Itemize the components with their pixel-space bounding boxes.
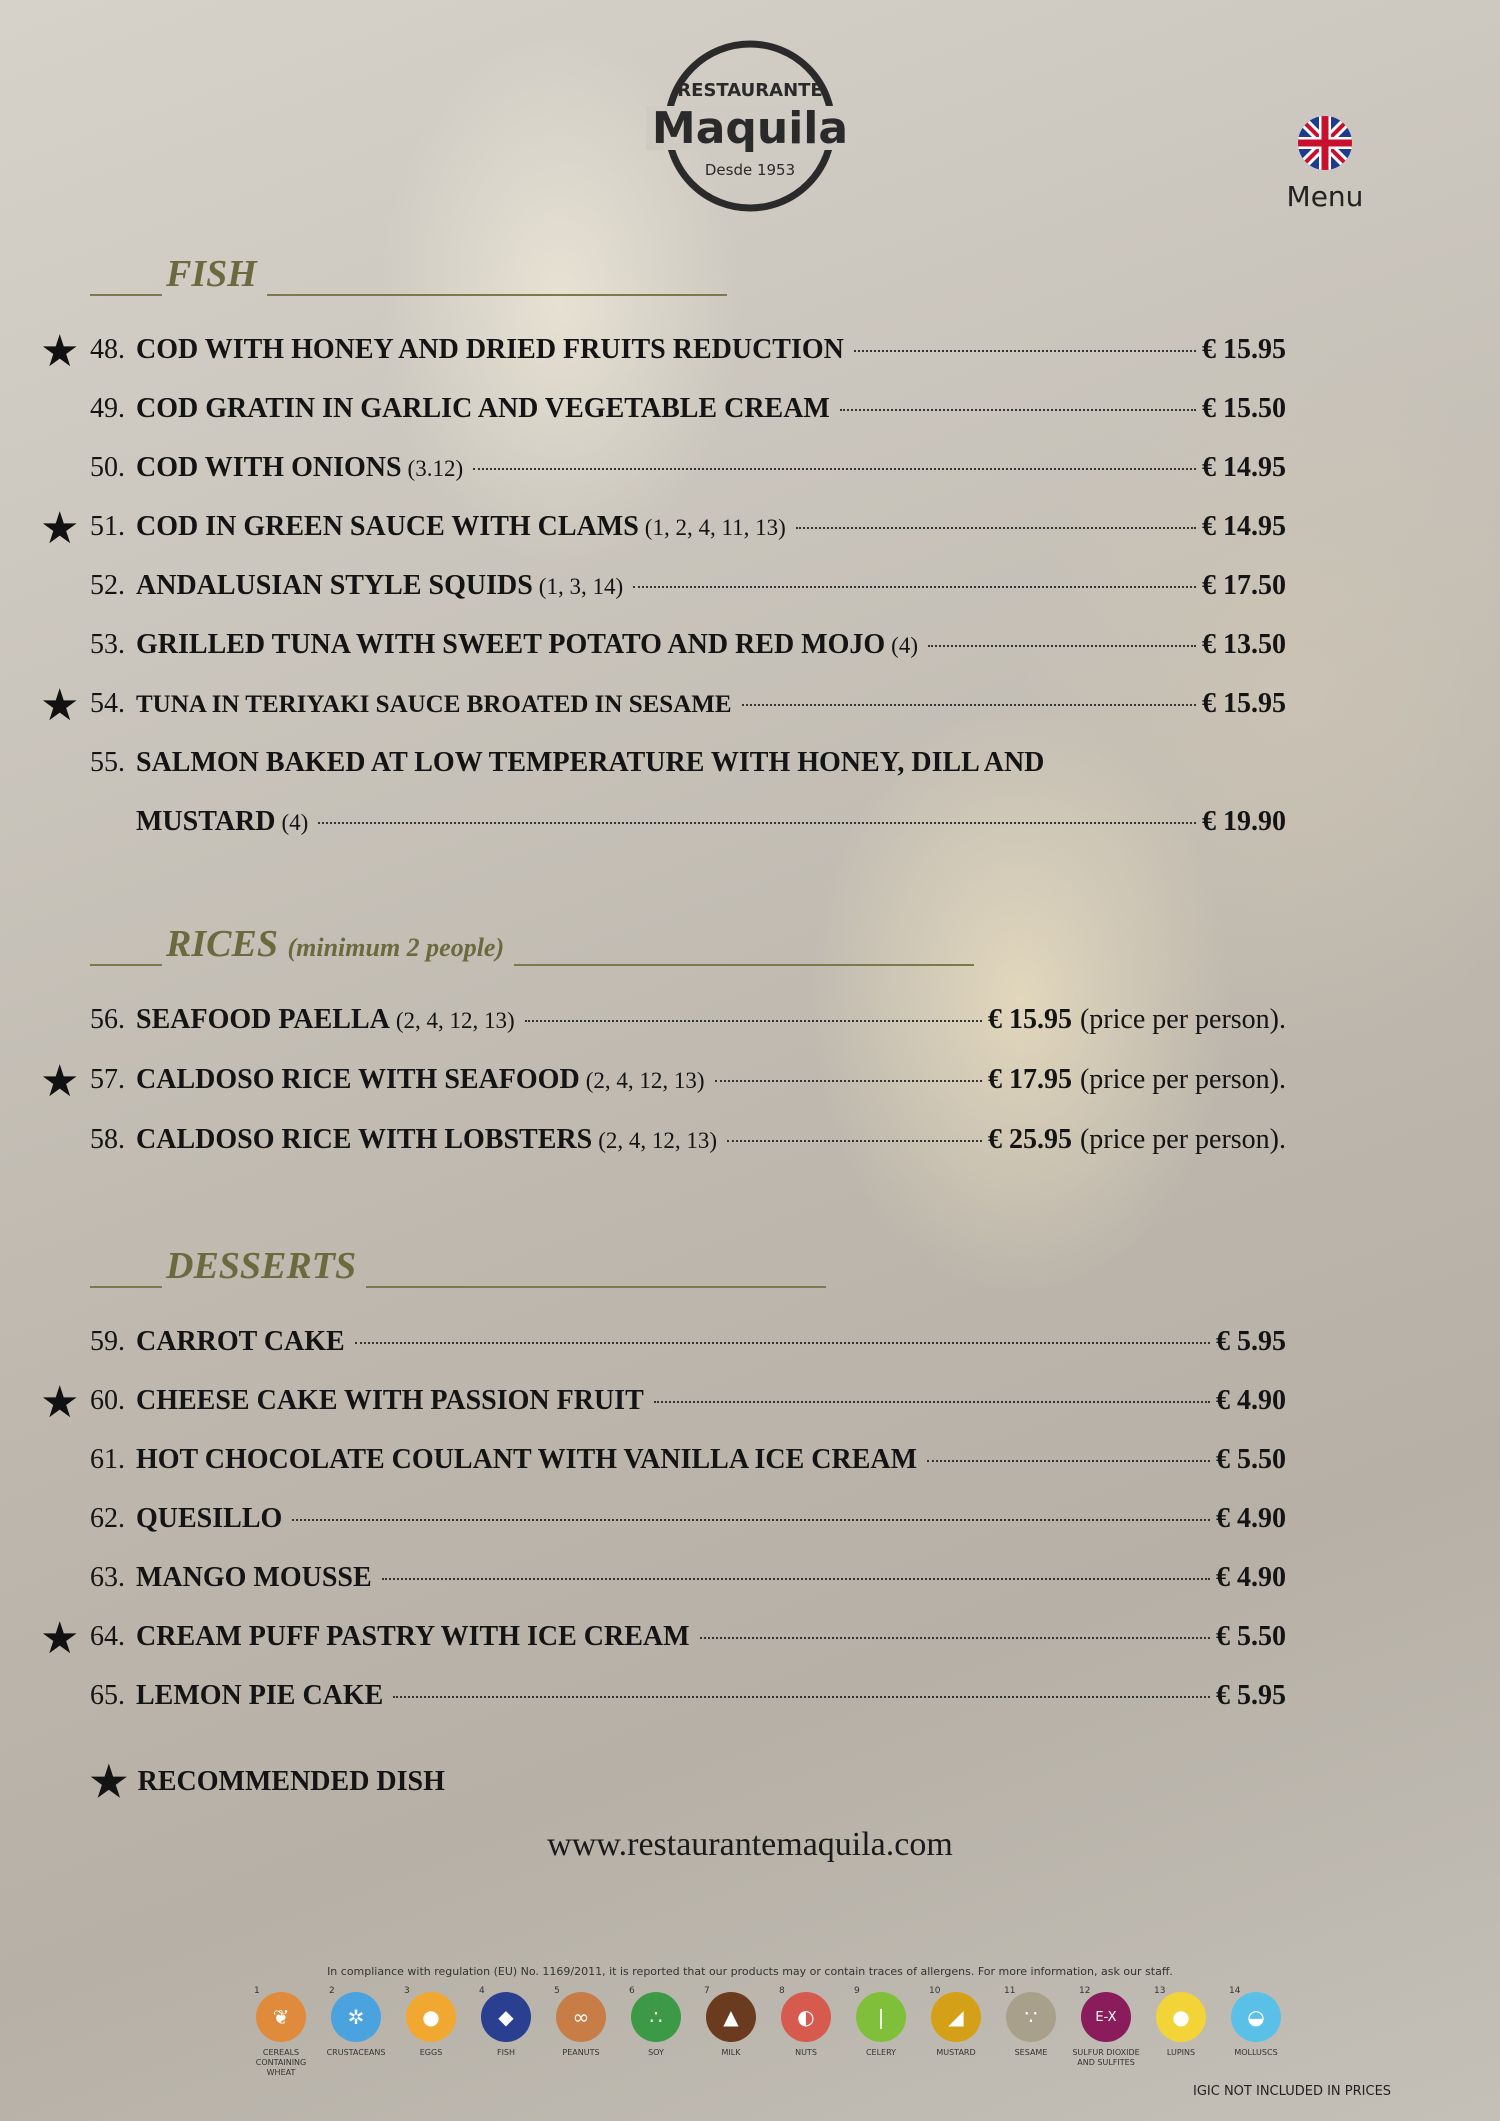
allergen-icon: ▲: [706, 1992, 756, 2042]
recommended-star-icon: ★: [40, 680, 80, 731]
item-name: MANGO MOUSSE: [136, 1562, 372, 1593]
item-price: € 15.95: [987, 1004, 1072, 1035]
item-allergens: (4): [891, 633, 918, 658]
menu-item: [90, 1680, 1286, 1720]
item-name: QUESILLO: [136, 1503, 283, 1534]
restaurant-logo: [646, 40, 854, 212]
item-number: 62.: [90, 1503, 125, 1534]
leader-dots: [927, 1460, 1210, 1462]
item-number: 59.: [90, 1326, 125, 1357]
recommended-legend: [90, 1760, 445, 1806]
allergen-label: NUTS: [795, 2048, 817, 2057]
item-name: TUNA IN TERIYAKI SAUCE BROATED IN SESAME: [136, 691, 732, 718]
item-price: € 4.90: [1216, 1385, 1286, 1416]
allergen-icon: ✲: [331, 1992, 381, 2042]
recommended-star-icon: ★: [40, 1613, 80, 1664]
item-price: € 15.95: [1202, 688, 1286, 719]
item-price: € 17.50: [1202, 570, 1286, 601]
allergen-label: MILK: [721, 2048, 741, 2057]
item-price: € 15.95: [1202, 334, 1286, 365]
allergen-icon: ●: [1156, 1992, 1206, 2042]
item-price: € 13.50: [1202, 629, 1286, 660]
allergen-label: SOY: [648, 2048, 664, 2057]
allergen-icon: ●: [406, 1992, 456, 2042]
leader-dots: [840, 409, 1196, 411]
item-name: CALDOSO RICE WITH LOBSTERS: [136, 1124, 593, 1155]
item-allergens: (1, 3, 14): [538, 574, 624, 599]
leader-dots: [292, 1519, 1210, 1521]
menu-item: [90, 688, 1286, 728]
menu-item: [90, 1621, 1286, 1661]
logo-name-text: Maquila: [651, 103, 849, 154]
allergen-number: 1: [254, 1986, 260, 1996]
allergen-number: 6: [629, 1986, 635, 1996]
recommended-star-icon: ★: [40, 326, 80, 377]
allergen-label: LUPINS: [1166, 2048, 1196, 2057]
menu-item: [90, 1064, 1286, 1104]
price-per-person: (price per person).: [1079, 1124, 1286, 1155]
menu-item: [90, 570, 1286, 610]
menu-item: [90, 511, 1286, 551]
item-number: 51.: [90, 511, 125, 542]
leader-dots: [796, 527, 1196, 529]
allergen-icon: ∴: [631, 1992, 681, 2042]
website-link[interactable]: www.restaurantemaquila.com: [547, 1826, 953, 1863]
item-price: € 4.90: [1216, 1562, 1286, 1593]
leader-dots: [382, 1578, 1210, 1580]
menu-item: [90, 1004, 1286, 1044]
allergen-icon: ∵: [1006, 1992, 1056, 2042]
leader-dots: [928, 645, 1196, 647]
allergen-label: CELERY: [865, 2048, 897, 2057]
recommended-star-icon: ★: [40, 1377, 80, 1428]
menu-item: [90, 1444, 1286, 1484]
leader-dots: [727, 1140, 982, 1142]
item-number: 65.: [90, 1680, 125, 1711]
allergen-number: 2: [329, 1986, 335, 1996]
allergen-number: 14: [1229, 1986, 1241, 1996]
allergen-label: SESAME: [1014, 2048, 1048, 2057]
item-number: 60.: [90, 1385, 125, 1416]
item-number: 54.: [90, 688, 125, 719]
leader-dots: [473, 468, 1196, 470]
star-icon: ★: [90, 1760, 128, 1806]
menu-item: [90, 1562, 1286, 1602]
legend-label: RECOMMENDED DISH: [137, 1766, 445, 1797]
item-name: HOT CHOCOLATE COULANT WITH VANILLA ICE CREAM: [136, 1444, 918, 1475]
item-number: 48.: [90, 334, 125, 365]
item-name: LEMON PIE CAKE: [136, 1680, 384, 1711]
menu-item: [90, 452, 1286, 492]
allergen-item: [477, 1986, 535, 2078]
item-allergens: (2, 4, 12, 13): [598, 1128, 718, 1153]
section-title-fish: FISH: [90, 252, 727, 302]
allergen-number: 9: [854, 1986, 860, 1996]
menu-item: [90, 747, 1286, 787]
item-price: € 25.95: [987, 1124, 1072, 1155]
item-number: 49.: [90, 393, 125, 424]
item-number: 58.: [90, 1124, 125, 1155]
item-name: CARROT CAKE: [136, 1326, 345, 1357]
item-name: CALDOSO RICE WITH SEAFOOD: [136, 1064, 580, 1095]
item-number: 50.: [90, 452, 125, 483]
menu-item: [90, 1385, 1286, 1425]
allergen-icon: ◐: [781, 1992, 831, 2042]
leader-dots: [742, 704, 1196, 706]
item-allergens: (2, 4, 12, 13): [395, 1008, 515, 1033]
section-title-desserts: DESSERTS: [90, 1244, 826, 1294]
allergen-label: PEANUTS: [562, 2048, 600, 2057]
item-allergens: (2, 4, 12, 13): [585, 1068, 705, 1093]
allergen-icon: ◆: [481, 1992, 531, 2042]
item-name: CREAM PUFF PASTRY WITH ICE CREAM: [136, 1621, 690, 1652]
leader-dots: [355, 1342, 1210, 1344]
allergen-number: 5: [554, 1986, 560, 1996]
allergen-item: [852, 1986, 910, 2078]
allergen-number: 3: [404, 1986, 410, 1996]
allergen-item: [326, 1986, 386, 2078]
item-number: 56.: [90, 1004, 125, 1035]
item-name: SALMON BAKED AT LOW TEMPERATURE WITH HONEY, DILL AND: [136, 747, 1045, 778]
item-allergens: (3.12): [407, 456, 464, 481]
allergen-number: 10: [929, 1986, 941, 1996]
allergen-item: [1002, 1986, 1060, 2078]
menu-item: [90, 629, 1286, 669]
item-name: MUSTARD: [136, 806, 276, 837]
item-name: ANDALUSIAN STYLE SQUIDS: [136, 570, 533, 601]
recommended-star-icon: ★: [40, 1056, 80, 1107]
item-number: 55.: [90, 747, 125, 778]
leader-dots: [715, 1080, 982, 1082]
price-per-person: (price per person).: [1079, 1064, 1286, 1095]
allergen-label: MOLLUSCS: [1234, 2048, 1278, 2057]
menu-label[interactable]: Menu: [1286, 180, 1364, 213]
item-name: SEAFOOD PAELLA: [136, 1004, 390, 1035]
item-name: COD WITH ONIONS: [136, 452, 402, 483]
allergen-icon: ◒: [1231, 1992, 1281, 2042]
leader-dots: [633, 586, 1196, 588]
item-price: € 14.95: [1202, 511, 1286, 542]
leader-dots: [854, 350, 1196, 352]
item-price: € 14.95: [1202, 452, 1286, 483]
allergen-number: 13: [1154, 1986, 1166, 1996]
menu-item: [90, 806, 1286, 846]
menu-item: [90, 1326, 1286, 1366]
price-per-person: (price per person).: [1079, 1004, 1286, 1035]
item-name: GRILLED TUNA WITH SWEET POTATO AND RED MOJO: [136, 629, 886, 660]
allergen-label: CEREALS CONTAINING WHEAT: [255, 2048, 307, 2077]
allergen-item: [927, 1986, 985, 2078]
item-name: COD IN GREEN SAUCE WITH CLAMS: [136, 511, 639, 542]
uk-flag-icon[interactable]: [1298, 116, 1352, 170]
item-price: € 5.50: [1216, 1621, 1286, 1652]
item-price: € 17.95: [987, 1064, 1072, 1095]
logo-top-text: RESTAURANTE: [677, 80, 823, 101]
allergen-label: CRUSTACEANS: [326, 2048, 386, 2057]
item-price: € 5.50: [1216, 1444, 1286, 1475]
recommended-star-icon: ★: [40, 503, 80, 554]
allergen-icon: ∞: [556, 1992, 606, 2042]
item-number: 57.: [90, 1064, 125, 1095]
allergen-item: [1072, 1986, 1140, 2078]
leader-dots: [525, 1020, 982, 1022]
allergen-item: [1227, 1986, 1285, 2078]
leader-dots: [700, 1637, 1210, 1639]
leader-dots: [654, 1401, 1210, 1403]
item-allergens: (1, 2, 4, 11, 13): [644, 515, 786, 540]
allergen-item: [1152, 1986, 1210, 2078]
leader-dots: [318, 822, 1196, 824]
allergen-item: [627, 1986, 685, 2078]
allergen-item: [402, 1986, 460, 2078]
menu-item: [90, 1503, 1286, 1543]
item-number: 53.: [90, 629, 125, 660]
item-name: COD WITH HONEY AND DRIED FRUITS REDUCTION: [136, 334, 844, 365]
item-price: € 5.95: [1216, 1680, 1286, 1711]
item-name: CHEESE CAKE WITH PASSION FRUIT: [136, 1385, 644, 1416]
item-number: 52.: [90, 570, 125, 601]
item-price: € 4.90: [1216, 1503, 1286, 1534]
allergen-label: MUSTARD: [936, 2048, 976, 2057]
item-number: 63.: [90, 1562, 125, 1593]
menu-item: [90, 334, 1286, 374]
allergen-item: [702, 1986, 760, 2078]
menu-item: [90, 393, 1286, 433]
allergen-number: 8: [779, 1986, 785, 1996]
allergen-icon: ◢: [931, 1992, 981, 2042]
item-allergens: (4): [281, 810, 309, 835]
item-price: € 19.90: [1202, 806, 1286, 837]
allergen-icon: ❘: [856, 1992, 906, 2042]
allergen-label: SULFUR DIOXIDE AND SULFITES: [1072, 2048, 1140, 2067]
allergen-number: 11: [1004, 1986, 1016, 1996]
allergen-item: [552, 1986, 610, 2078]
allergen-icon: ❦: [256, 1992, 306, 2042]
item-price: € 5.95: [1216, 1326, 1286, 1357]
section-title-rices: RICES (minimum 2 people): [90, 922, 974, 972]
allergen-item: [252, 1986, 310, 2078]
igic-note: IGIC NOT INCLUDED IN PRICES: [1193, 2084, 1392, 2099]
item-price: € 15.50: [1202, 393, 1286, 424]
item-number: 64.: [90, 1621, 125, 1652]
leader-dots: [393, 1696, 1210, 1698]
allergen-compliance-note: In compliance with regulation (EU) No. 1169/2011, it is reported that our products may or contain traces of allergens. For more information, ask our staff.: [327, 1965, 1173, 1978]
item-number: 61.: [90, 1444, 125, 1475]
item-name: COD GRATIN IN GARLIC AND VEGETABLE CREAM: [136, 393, 830, 424]
allergen-label: FISH: [496, 2048, 516, 2057]
allergen-number: 7: [704, 1986, 710, 1996]
allergen-item: [777, 1986, 835, 2078]
logo-since-text: Desde 1953: [704, 161, 796, 179]
allergen-legend: [252, 1986, 1302, 2078]
allergen-number: 4: [479, 1986, 485, 1996]
allergen-label: EGGS: [419, 2048, 443, 2057]
menu-item: [90, 1124, 1286, 1164]
allergen-number: 12: [1079, 1986, 1091, 1996]
allergen-icon: E-X: [1081, 1992, 1131, 2042]
